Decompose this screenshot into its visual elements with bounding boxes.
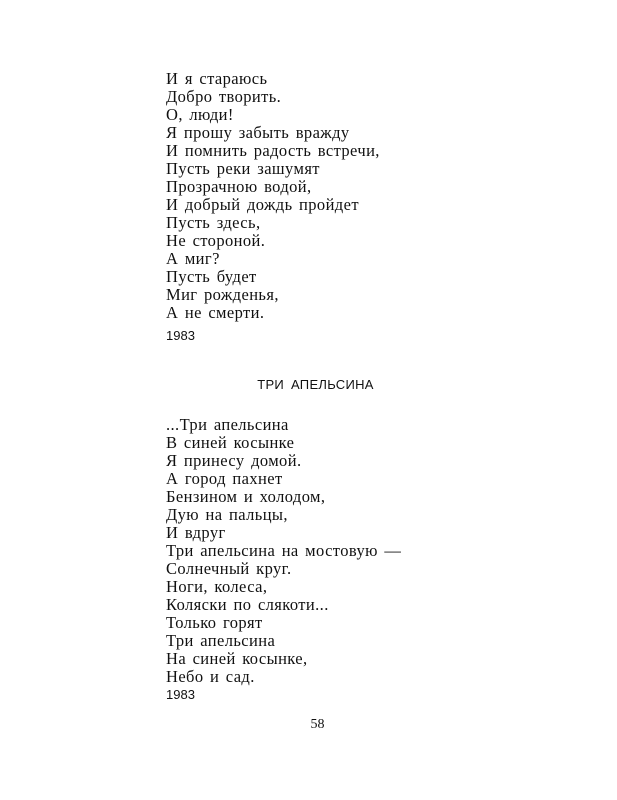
poem-2-title: ТРИ АПЕЛЬСИНА: [257, 377, 374, 392]
poem-2-year: 1983: [166, 687, 195, 702]
poem-line: Пусть реки зашумят: [166, 159, 320, 178]
poem-line: Я принесу домой.: [166, 451, 302, 470]
poem-line: Ноги, колеса,: [166, 577, 268, 596]
poem-line: Три апельсина на мостовую —: [166, 541, 402, 560]
poem-line: А не смерти.: [166, 303, 265, 322]
page-number: 58: [310, 717, 325, 732]
poem-line: А город пахнет: [166, 469, 283, 488]
poem-line: И вдруг: [166, 523, 226, 542]
poem-line: Я прошу забыть вражду: [166, 123, 350, 142]
poem-line: А миг?: [166, 249, 220, 268]
poem-2-text: [166, 416, 401, 686]
poem-line: В синей косынке: [166, 433, 295, 452]
poem-line: И добрый дождь пройдет: [166, 195, 359, 214]
poem-line: Миг рожденья,: [166, 285, 279, 304]
poem-line: И я стараюсь: [166, 69, 268, 88]
poem-line: Солнечный круг.: [166, 559, 292, 578]
poem-1-text: [166, 70, 380, 322]
poem-line: Коляски по слякоти...: [166, 595, 329, 614]
poem-line: Пусть будет: [166, 267, 257, 286]
poem-line: Дую на пальцы,: [166, 505, 288, 524]
poem-line: И помнить радость встречи,: [166, 141, 380, 160]
poem-line: Добро творить.: [166, 87, 282, 106]
poem-line: Только горят: [166, 613, 263, 632]
poem-line: Пусть здесь,: [166, 213, 261, 232]
poem-line: Три апельсина: [166, 631, 276, 650]
poem-line: Бензином и холодом,: [166, 487, 326, 506]
poem-line: О, люди!: [166, 105, 234, 124]
poem-line: На синей косынке,: [166, 649, 308, 668]
poem-line: Не стороной.: [166, 231, 266, 250]
poem-line: Небо и сад.: [166, 667, 255, 686]
poem-line: ...Три апельсина: [166, 415, 289, 434]
poem-1-year: 1983: [166, 328, 195, 343]
poem-line: Прозрачною водой,: [166, 177, 312, 196]
